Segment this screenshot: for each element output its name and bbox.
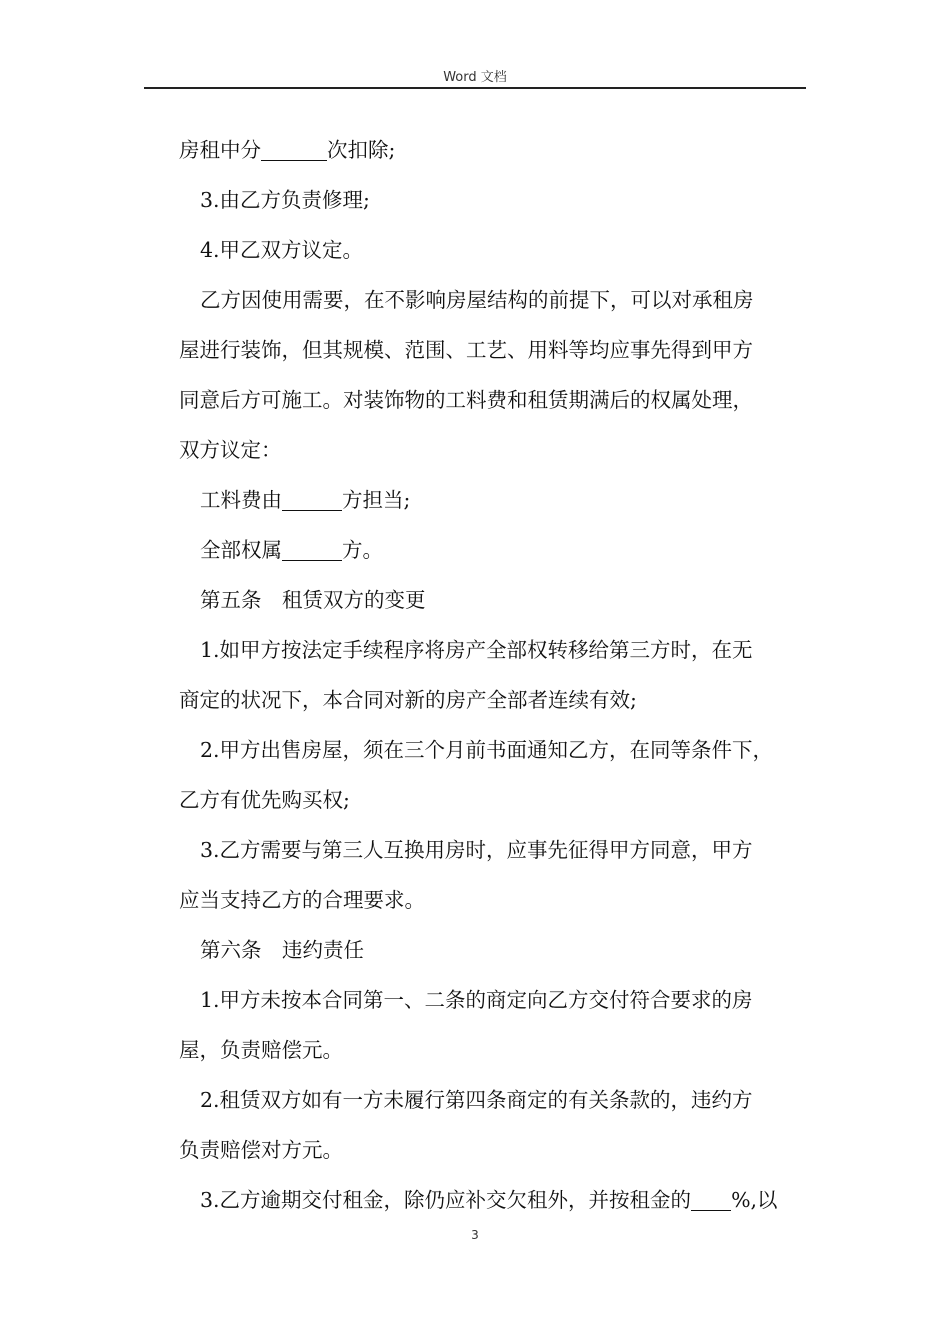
paragraph-line: 1.如甲方按法定手续程序将房产全部权转移给第三方时，在无 [200,638,753,662]
paragraph-line: 双方议定： [179,438,282,462]
fill-in-blank [282,532,342,561]
paragraph-line: 3.乙方需要与第三人互换用房时，应事先征得甲方同意，甲方 [200,838,753,862]
line-text-before-blank: 全部权属 [200,538,282,562]
paragraph-line [179,475,809,525]
line-text-after-blank: 次扣除; [327,138,396,162]
paragraph-line: 1.甲方未按本合同第一、二条的商定向乙方交付符合要求的房 [200,988,753,1012]
line-text-after-blank: %,以 [731,1188,778,1212]
line-text-after-blank: 方。 [342,538,383,562]
paragraph-line: 3.由乙方负责修理; [200,188,370,212]
paragraph-line [179,1175,809,1225]
paragraph-line: 2.租赁双方如有一方未履行第四条商定的有关条款的，违约方 [200,1088,753,1112]
paragraph-line: 商定的状况下，本合同对新的房产全部者连续有效; [179,688,637,712]
page-number: 3 [471,1228,479,1242]
line-text-before-blank: 3.乙方逾期交付租金，除仍应补交欠租外，并按租金的 [200,1188,692,1212]
paragraph-line: 乙方因使用需要，在不影响房屋结构的前提下，可以对承租房 [200,288,754,312]
paragraph-line [179,125,809,175]
paragraph-line: 4.甲乙双方议定。 [200,238,364,262]
paragraph-line: 乙方有优先购买权; [179,788,350,812]
paragraph-line: 2.甲方出售房屋，须在三个月前书面通知乙方，在同等条件下， [200,738,774,762]
paragraph-line: 第六条 违约责任 [200,938,364,962]
paragraph-line: 屋进行装饰，但其规模、范围、工艺、用料等均应事先得到甲方 [179,338,753,362]
line-text-before-blank: 房租中分 [179,138,261,162]
fill-in-blank [691,1182,731,1211]
line-text-before-blank: 工料费由 [200,488,282,512]
paragraph-line: 负责赔偿对方元。 [179,1138,343,1162]
paragraph-line: 应当支持乙方的合理要求。 [179,888,425,912]
fill-in-blank [261,132,327,161]
paragraph-line: 屋，负责赔偿元。 [179,1038,343,1062]
page-header-title: Word 文档 [443,70,507,85]
paragraph-line: 第五条 租赁双方的变更 [200,588,426,612]
fill-in-blank [282,482,342,511]
paragraph-line: 同意后方可施工。对装饰物的工料费和租赁期满后的权属处理， [179,388,753,412]
document-body [179,125,809,1225]
paragraph-line [179,525,809,575]
line-text-after-blank: 方担当; [342,488,411,512]
header-rule [144,87,806,89]
